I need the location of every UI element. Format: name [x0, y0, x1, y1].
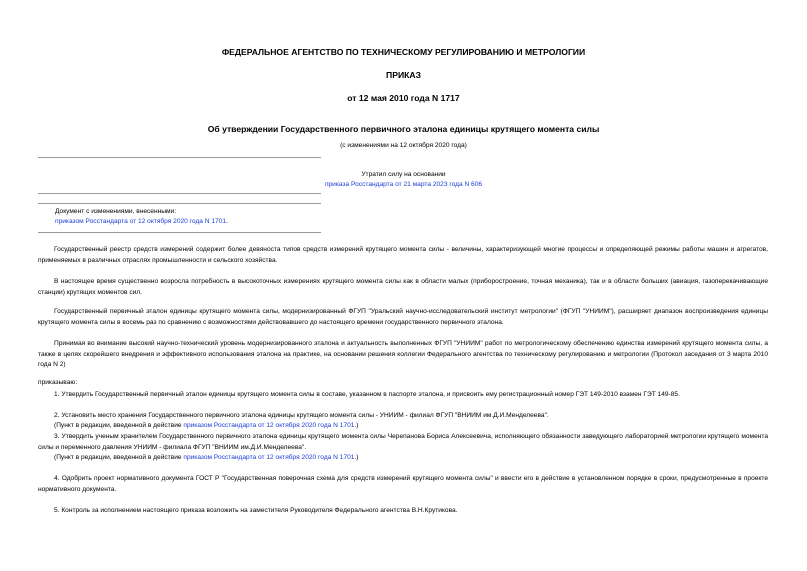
doc-type-heading: ПРИКАЗ: [386, 70, 421, 80]
list-item: 1. Утвердить Государственный первичный эталон единицы крутящего момента силы в составе, указанном в паспорте эталона, и присвоить ему регистрационный номер ГЭТ 149-2010 взамен ГЭТ 149-85.: [54, 391, 680, 398]
agency-heading: ФЕДЕРАЛЬНОЕ АГЕНТСТВО ПО ТЕХНИЧЕСКОМУ РЕГУЛИРОВАНИЮ И МЕТРОЛОГИИ: [221, 47, 586, 57]
edit-link[interactable]: приказом Росстандарта от 12 октября 2020 года N 1701: [183, 422, 355, 429]
list-item: 5. Контроль за исполнением настоящего приказа возложить на заместителя Руководителя Федерального агентства В.Н.Крутикова.: [54, 507, 458, 514]
edit-note: (Пункт в редакции, введенной в действие приказом Росстандарта от 12 октября 2020 года N 1701.): [54, 422, 359, 429]
amendment-note: (с изменениями на 12 октября 2020 года): [340, 142, 467, 149]
divider: [38, 203, 321, 204]
paragraph: В настоящее время существенно возросла потребность в высокоточных измерениях крутящего момента силы как в области малых (приборостроение, точная механика), так и в области больших (авиация, газоперекачивающие станции) крутящих моментов сил.: [38, 278, 768, 296]
lost-force-text: Утратил силу на основании: [361, 171, 446, 178]
order-word: приказываю:: [38, 379, 78, 386]
edit-note: (Пункт в редакции, введенной в действие приказом Росстандарта от 12 октября 2020 года N 1701.): [54, 454, 359, 461]
lost-force-link-line: [0, 180, 807, 190]
edit-link[interactable]: приказом Росстандарта от 12 октября 2020 года N 1701: [183, 454, 355, 461]
amended-link-line: [55, 217, 228, 227]
paragraph: Принимая во внимание высокий научно-технический уровень модернизированного эталона и актуальность выполненных ФГУП "УНИИМ" работ по метрологическому обеспечению единства измерений крутящего момента силы, а также в целях скорейшего внедрения и эффективного использования эталона на практике, на основании решения коллегии Федерального агентства по техническому регулированию и метрологии (Протокол заседания от 3 марта 2010 года N 2): [38, 340, 768, 368]
page-title: Об утверждении Государственного первичного эталона единицы крутящего момента силы: [207, 124, 600, 134]
paragraph: Государственный первичный эталон единицы крутящего момента силы, модернизированный ФГУП "Уральский научно-исследовательский институт метрологии" (ФГУП "УНИИМ"), расширяет диапазон воспроизведения единицы крутящего момента силы в восемь раз по сравнению с возможностями действовавшего до настоящего времени государственного первичного эталона.: [38, 308, 768, 326]
divider: [38, 157, 321, 158]
amended-label: Документ с изменениями, внесенными:: [55, 208, 177, 215]
lost-force-link[interactable]: приказа Росстандарта от 21 марта 2023 года N 606: [324, 181, 483, 188]
date-number-heading: от 12 мая 2010 года N 1717: [347, 93, 460, 103]
paragraph: Государственный реестр средств измерений содержит более девяноста типов средств измерений крутящего момента силы - величины, характеризующей многие процессы и определяющей режимы работы машин и агрегатов, применяемых в различных отраслях промышленности и сельского хозяйства.: [38, 246, 768, 264]
list-item: 4. Одобрить проект нормативного документа ГОСТ Р "Государственная поверочная схема для средств измерений крутящего момента силы" и ввести его в действие в установленном порядке в сроки, предусмотренные в проекте нормативного документа.: [38, 475, 768, 493]
amended-link[interactable]: приказом Росстандарта от 12 октября 2020 года N 1701: [55, 218, 227, 225]
amended-link-tail: .: [226, 218, 228, 225]
list-item: 2. Установить место хранения Государственного первичного эталона единицы крутящего момента силы - УНИИМ - филиал ФГУП "ВНИИМ им.Д.И.Менделеева".: [54, 412, 549, 419]
divider: [38, 193, 321, 194]
divider: [38, 232, 321, 233]
list-item: 3. Утвердить ученым хранителем Государственного первичного эталона единицы крутящего момента силы Черепанова Бориса Алексеевича, исполняющего обязанности заведующего лабораторией метрологии крутящего момента силы и переменного давления УНИИМ - филиала ФГУП "ВНИИМ им.Д.И.Менделеева".: [38, 433, 768, 451]
